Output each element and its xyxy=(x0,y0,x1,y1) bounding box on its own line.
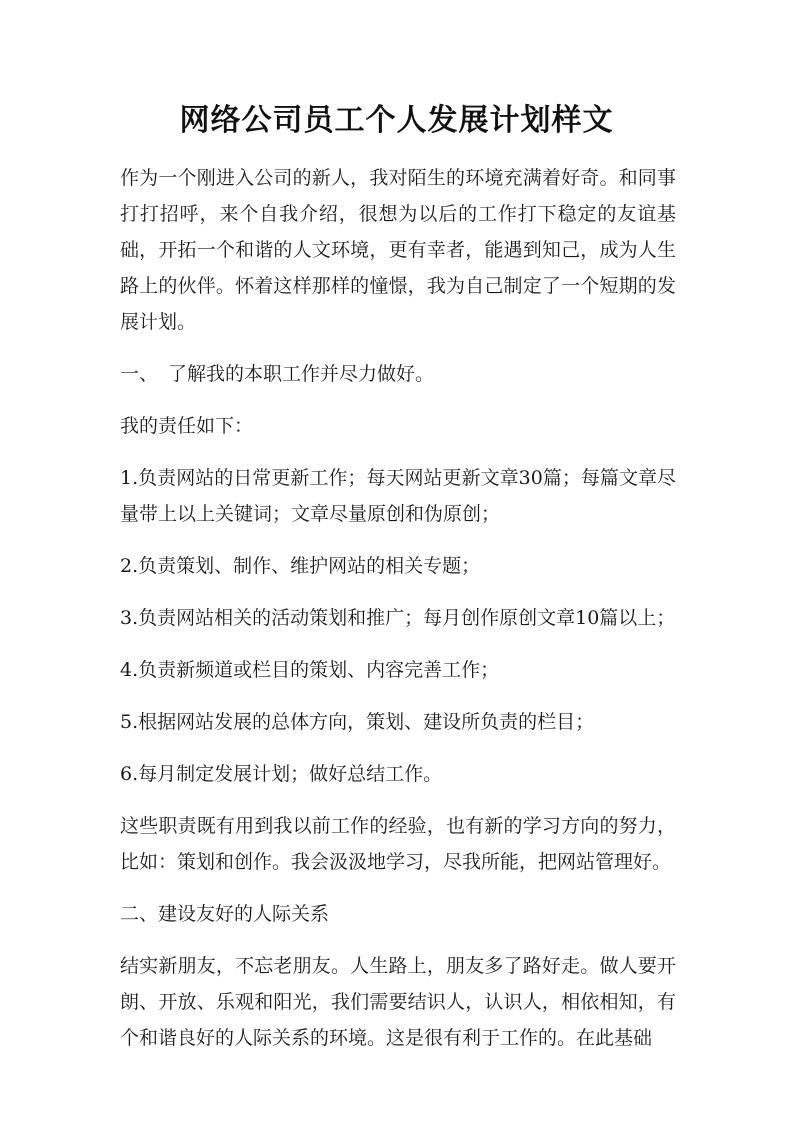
responsibility-item: 4.负责新频道或栏目的策划、内容完善工作； xyxy=(120,659,500,681)
section-1-heading-text: 了解我的本职工作并尽力做好。 xyxy=(168,363,435,385)
summary-paragraph: 这些职责既有用到我以前工作的经验，也有新的学习方向的努力，比如：策划和创作。我会汲汲地学习，尽我所能，把网站管理好。 xyxy=(120,815,676,873)
responsibility-item: 1.负责网站的日常更新工作；每天网站更新文章30篇；每篇文章尽量带上以上关键词；文章尽量原创和伪原创； xyxy=(120,467,676,525)
section-2-paragraph: 结实新朋友，不忘老朋友。人生路上，朋友多了路好走。做人要开朗、开放、乐观和阳光，我们需要结识人，认识人，相依相知，有个和谐良好的人际关系的环境。这是很有利于工作的。在此基础 xyxy=(120,955,676,1049)
document-body xyxy=(120,160,676,1072)
section-2-heading: 二、建设友好的人际关系 xyxy=(120,903,330,925)
responsibility-item: 6.每月制定发展计划；做好总结工作。 xyxy=(120,763,443,785)
document-title: 网络公司员工个人发展计划样文 xyxy=(179,103,614,138)
intro-paragraph: 作为一个刚进入公司的新人，我对陌生的环境充满着好奇。和同事打打招呼，来个自我介绍，很想为以后的工作打下稳定的友谊基础，开拓一个和谐的人文环境，更有幸者，能遇到知己，成为人生路上的伙伴。怀着这样那样的憧憬，我为自己制定了一个短期的发展计划。 xyxy=(120,167,676,333)
responsibilities-intro: 我的责任如下： xyxy=(120,415,254,437)
section-1-number: 一、 xyxy=(120,363,159,385)
responsibility-item: 2.负责策划、制作、维护网站的相关专题； xyxy=(120,555,481,577)
responsibility-item: 3.负责网站相关的活动策划和推广；每月创作原创文章10篇以上； xyxy=(120,607,676,629)
responsibility-item: 5.根据网站发展的总体方向，策划、建设所负责的栏目； xyxy=(120,711,595,733)
section-1-heading xyxy=(120,356,676,392)
